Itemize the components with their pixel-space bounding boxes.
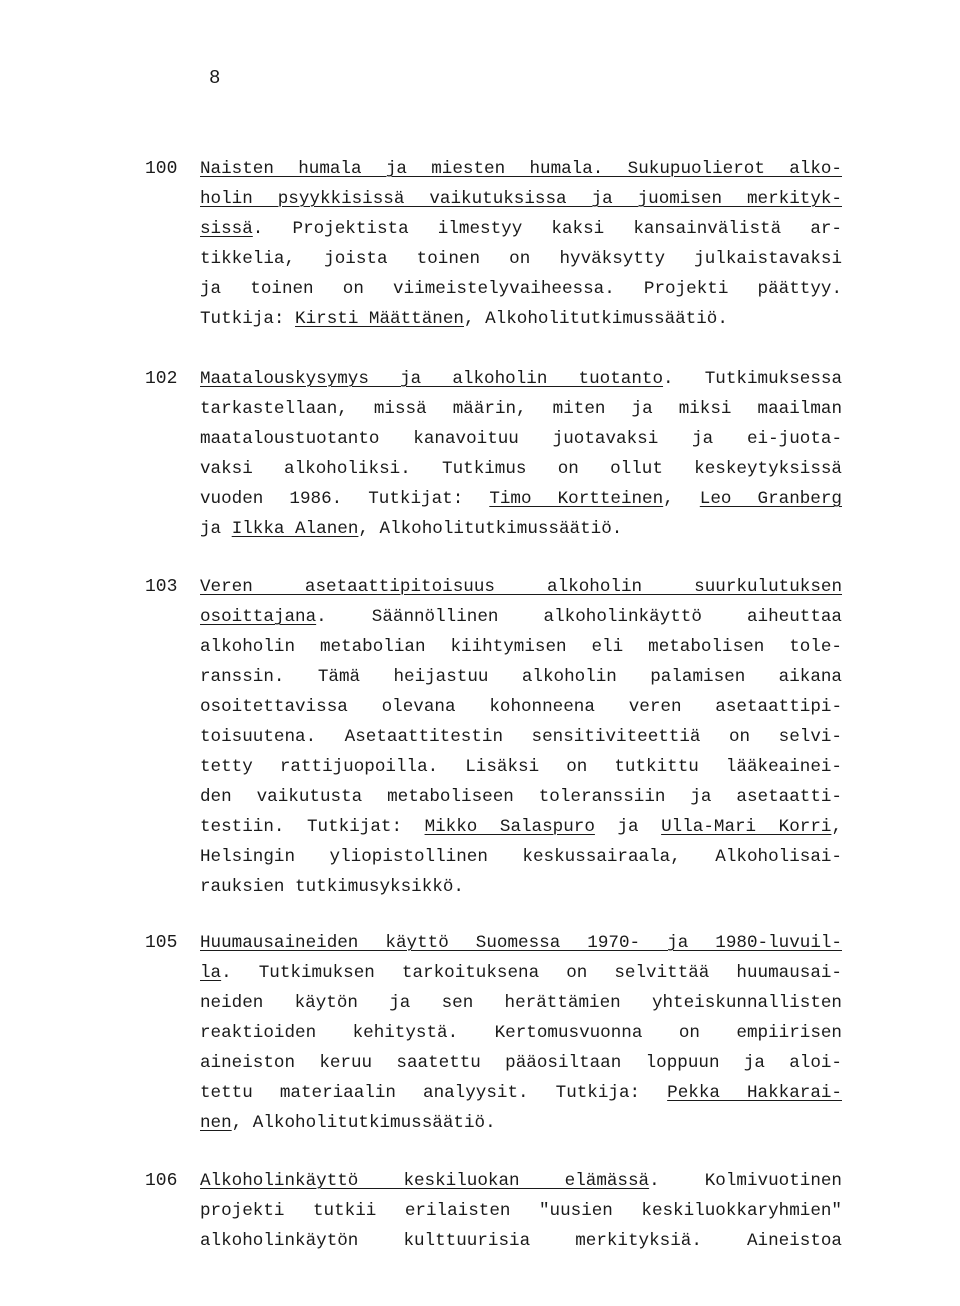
text-line xyxy=(200,1048,842,1078)
underlined-text: Mikko Salaspuro xyxy=(424,817,595,837)
underlined-text: Maatalouskysymys ja alkoholin tuotanto xyxy=(200,369,664,389)
text-line xyxy=(200,872,842,902)
underlined-text: nen xyxy=(200,1113,232,1133)
text-segment: . Tutkimuksessa xyxy=(663,369,843,389)
text-line xyxy=(200,842,842,872)
underlined-text: la xyxy=(200,963,222,983)
text-line xyxy=(200,514,842,544)
underlined-text: Naisten humala ja miesten humala. Sukupuolierot alko- xyxy=(200,159,842,179)
text-segment: ranssin. Tämä heijastuu alkoholin palamisen aikana xyxy=(200,667,842,687)
text-segment: osoitettavissa olevana kohonneena veren asetaattipi- xyxy=(200,697,842,717)
text-segment: , Alkoholitutkimussäätiö. xyxy=(463,309,728,329)
underlined-text: Pekka Hakkarai- xyxy=(667,1083,842,1103)
text-line xyxy=(200,1018,842,1048)
underlined-text: Huumausaineiden käyttö Suomessa 1970- ja 1980-luvuil- xyxy=(200,933,842,953)
text-line xyxy=(200,484,842,514)
text-segment: testiin. Tutkijat: xyxy=(200,817,425,837)
entry-text xyxy=(200,1166,842,1256)
text-line xyxy=(200,1108,842,1138)
entry-text xyxy=(200,364,842,544)
text-segment: den vaikutusta metaboliseen toleranssiin ja asetaatti- xyxy=(200,787,842,807)
text-segment: . Säännöllinen alkoholinkäyttö aiheuttaa xyxy=(316,607,842,627)
entry-number: 106 xyxy=(145,1171,178,1191)
text-segment: toisuutena. Asetaattitestin sensitiviteettiä on selvi- xyxy=(200,727,842,747)
underlined-text: Ilkka Alanen xyxy=(231,519,359,539)
text-segment: Helsingin yliopistollinen keskussairaala, Alkoholisai- xyxy=(200,847,842,867)
text-line xyxy=(200,154,842,184)
text-line xyxy=(200,244,842,274)
entry-number: 103 xyxy=(145,577,178,597)
underlined-text: Veren asetaattipitoisuus alkoholin suurkulutuksen xyxy=(200,577,842,597)
text-segment: neiden käytön ja sen herättämien yhteiskunnallisten xyxy=(200,993,842,1013)
text-segment: , xyxy=(663,489,700,509)
text-segment: projekti tutkii erilaisten "uusien keskiluokkaryhmien" xyxy=(200,1201,842,1221)
entry-number: 100 xyxy=(145,159,178,179)
underlined-text: osoittajana xyxy=(200,607,317,627)
text-line xyxy=(200,1166,842,1196)
text-line xyxy=(200,988,842,1018)
text-line xyxy=(200,692,842,722)
text-line xyxy=(200,958,842,988)
underlined-text: Timo Kortteinen xyxy=(489,489,664,509)
text-segment: tikkelia, joista toinen on hyväksytty julkaistavaksi xyxy=(200,249,842,269)
text-segment: ja xyxy=(200,519,232,539)
text-line xyxy=(200,1078,842,1108)
text-line xyxy=(200,454,842,484)
text-line xyxy=(200,928,842,958)
entry-text xyxy=(200,928,842,1138)
text-segment: , xyxy=(831,817,842,837)
text-segment: alkoholinkäytön kulttuurisia merkityksiä. Aineistoa xyxy=(200,1231,842,1251)
entry-number: 102 xyxy=(145,369,178,389)
underlined-text: Ulla-Mari Korri xyxy=(661,817,832,837)
underlined-text: holin psyykkisissä vaikutuksissa ja juomisen merkityk- xyxy=(200,189,842,209)
text-segment: ja toinen on viimeistelyvaiheessa. Projekti päättyy. xyxy=(200,279,842,299)
text-line xyxy=(200,722,842,752)
text-line xyxy=(200,364,842,394)
text-segment: tettu materiaalin analyysit. Tutkija: xyxy=(200,1083,668,1103)
entry-text xyxy=(200,572,842,902)
text-line xyxy=(200,394,842,424)
text-segment: tetty rattijuopoilla. Lisäksi on tutkittu lääkeainei- xyxy=(200,757,842,777)
text-line xyxy=(200,662,842,692)
entry-number: 105 xyxy=(145,933,178,953)
text-segment: alkoholin metabolian kiihtymisen eli metabolisen tole- xyxy=(200,637,842,657)
text-line xyxy=(200,602,842,632)
text-segment: vaksi alkoholiksi. Tutkimus on ollut keskeytyksissä xyxy=(200,459,842,479)
text-segment: . Projektista ilmestyy kaksi kansainvälistä ar- xyxy=(252,219,842,239)
text-line xyxy=(200,184,842,214)
underlined-text: Kirsti Määttänen xyxy=(295,309,464,329)
underlined-text: Alkoholinkäyttö keskiluokan elämässä xyxy=(200,1171,650,1191)
text-line xyxy=(200,1196,842,1226)
page-number: 8 xyxy=(209,67,221,89)
text-segment: , Alkoholitutkimussäätiö. xyxy=(231,1113,496,1133)
underlined-text: sissä xyxy=(200,219,253,239)
text-segment: tarkastellaan, missä määrin, miten ja miksi maailman xyxy=(200,399,842,419)
text-line xyxy=(200,274,842,304)
text-segment: aineiston keruu saatettu pääosiltaan loppuun ja aloi- xyxy=(200,1053,842,1073)
underlined-text: Leo Granberg xyxy=(699,489,842,509)
text-line xyxy=(200,752,842,782)
text-line xyxy=(200,812,842,842)
text-line xyxy=(200,632,842,662)
text-segment: ja xyxy=(594,817,662,837)
text-segment: rauksien tutkimusyksikkö. xyxy=(200,877,464,897)
text-line xyxy=(200,572,842,602)
text-segment: . Tutkimuksen tarkoituksena on selvittää huumausai- xyxy=(221,963,842,983)
text-segment: maataloustuotanto kanavoituu juotavaksi ja ei-juota- xyxy=(200,429,842,449)
text-segment: . Kolmivuotinen xyxy=(649,1171,842,1191)
text-segment: , Alkoholitutkimussäätiö. xyxy=(358,519,623,539)
text-line xyxy=(200,1226,842,1256)
text-line xyxy=(200,424,842,454)
text-line xyxy=(200,304,842,334)
text-line xyxy=(200,214,842,244)
text-line xyxy=(200,782,842,812)
text-segment: reaktioiden kehitystä. Kertomusvuonna on empiirisen xyxy=(200,1023,842,1043)
text-segment: vuoden 1986. Tutkijat: xyxy=(200,489,490,509)
text-segment: Tutkija: xyxy=(200,309,296,329)
entry-text xyxy=(200,154,842,334)
